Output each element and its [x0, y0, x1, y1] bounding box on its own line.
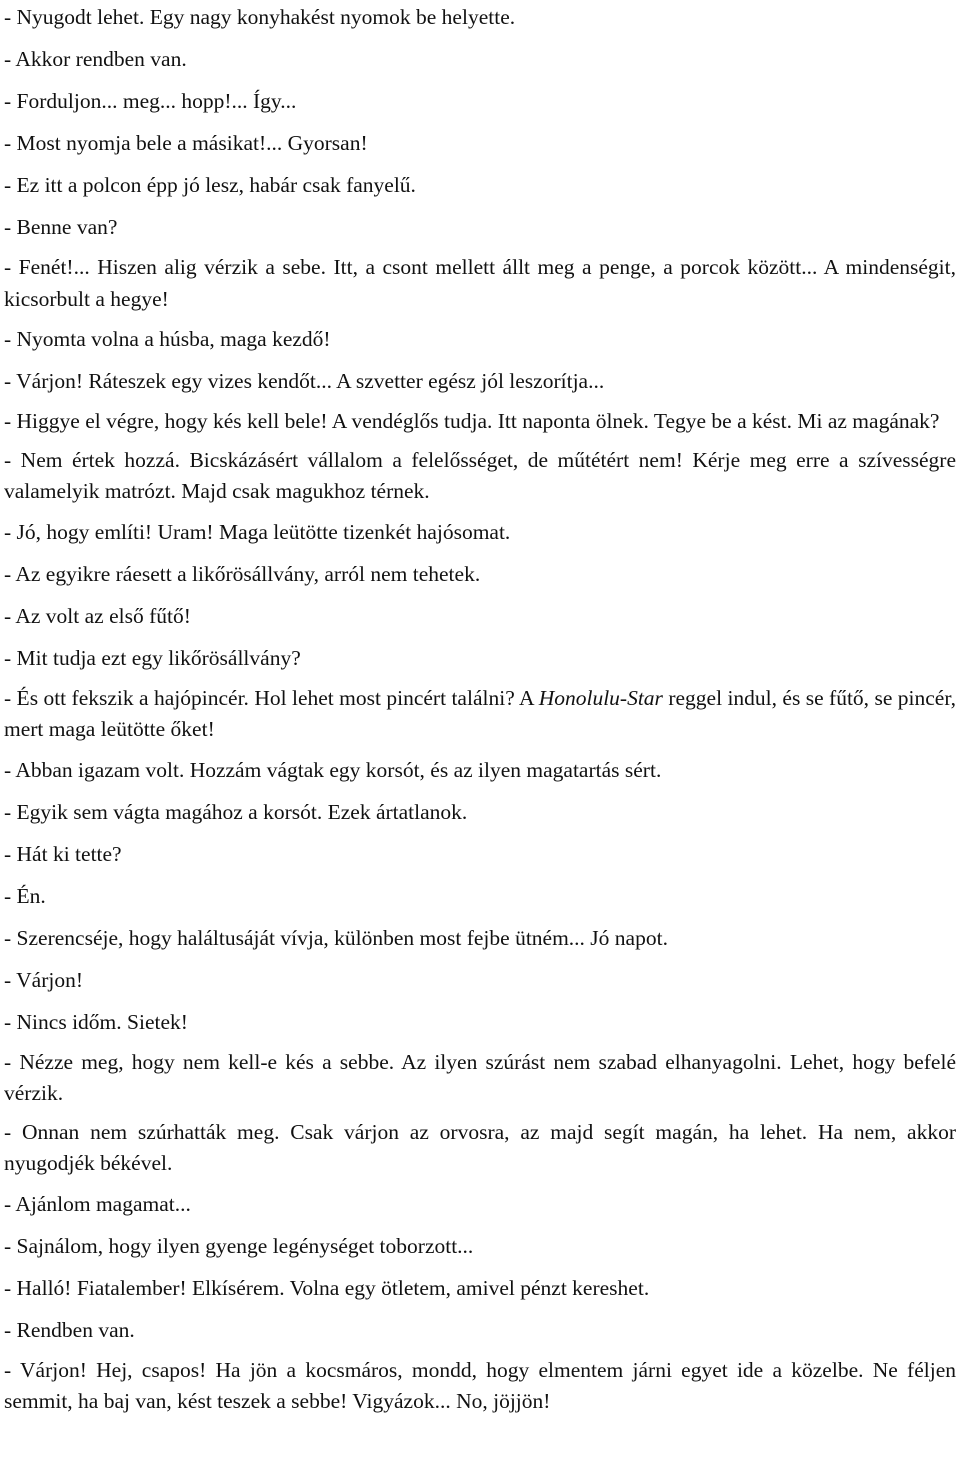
dialogue-line: - Nyugodt lehet. Egy nagy konyhakést nyomok be helyette. [4, 5, 516, 29]
dialogue-line: - Mit tudja ezt egy likőrösállvány? [4, 645, 301, 670]
dialogue-line: - Szerencséje, hogy haláltusáját vívja, különben most fejbe ütném... Jó napot. [4, 925, 668, 950]
dialogue-line: - Nyomta volna a húsba, maga kezdő! [4, 327, 331, 351]
dialogue-line: - Higgye el végre, hogy kés kell bele! A vendéglős tudja. Itt naponta ölnek. Tegye be a kést. Mi az magának? [4, 409, 940, 433]
dialogue-line: - Onnan nem szúrhatták meg. Csak várjon az orvosra, az majd segít magán, ha lehet. Ha nem, akkor nyugodjék békével. [4, 1119, 956, 1175]
dialogue-line: - Az volt az első fűtő! [4, 603, 191, 628]
dialogue-line: - Hát ki tette? [4, 841, 122, 866]
ship-name: Honolulu-Star [538, 685, 663, 710]
dialogue-line: - Akkor rendben van. [4, 47, 187, 71]
dialogue-line [4, 683, 956, 746]
dialogue-line: - Fenét!... Hiszen alig vérzik a sebe. Itt, a csont mellett állt meg a penge, a porcok között... A mindenségit, kicsorbult a hegye! [4, 255, 956, 311]
dialogue-line: - Forduljon... meg... hopp!... Így... [4, 89, 297, 113]
dialogue-line: - Nem értek hozzá. Bicskázásért vállalom a felelősséget, de műtétért nem! Kérje meg erre a szívességre valamelyik matrózt. Majd csak magukhoz térnek. [4, 447, 956, 503]
document-page [4, 0, 956, 1418]
dialogue-line: - Én. [4, 883, 46, 908]
dialogue-line: - Benne van? [4, 215, 118, 239]
dialogue-text: - És ott fekszik a hajópincér. Hol lehet most pincért találni? A [4, 685, 539, 710]
dialogue-line: - Egyik sem vágta magához a korsót. Ezek ártatlanok. [4, 799, 468, 824]
dialogue-line: - Sajnálom, hogy ilyen gyenge legénységet toborzott... [4, 1233, 474, 1258]
dialogue-line: - Várjon! [4, 967, 84, 992]
dialogue-line: - Nincs időm. Sietek! [4, 1009, 188, 1034]
dialogue-line: - Ajánlom magamat... [4, 1191, 191, 1216]
dialogue-line: - Várjon! Ráteszek egy vizes kendőt... A szvetter egész jól leszorítja... [4, 369, 605, 393]
dialogue-line: - Abban igazam volt. Hozzám vágtak egy korsót, és az ilyen magatartás sért. [4, 757, 662, 782]
dialogue-line: - Jó, hogy említi! Uram! Maga leütötte tizenkét hajósomat. [4, 519, 511, 544]
dialogue-line: - Ez itt a polcon épp jó lesz, habár csak fanyelű. [4, 173, 416, 197]
dialogue-line: - Nézze meg, hogy nem kell-e kés a sebbe. Az ilyen szúrást nem szabad elhanyagolni. Lehet, hogy befelé vérzik. [4, 1049, 956, 1105]
dialogue-line: - Rendben van. [4, 1317, 135, 1342]
dialogue-line: - Az egyikre ráesett a likőrösállvány, arról nem tehetek. [4, 561, 481, 586]
dialogue-text: reggel indul, és se fűtő, se pincér, mert maga leütötte őket! [4, 685, 956, 741]
dialogue-line: - Halló! Fiatalember! Elkísérem. Volna egy ötletem, amivel pénzt kereshet. [4, 1275, 650, 1300]
dialogue-line: - Várjon! Hej, csapos! Ha jön a kocsmáros, mondd, hogy elmentem járni egyet ide a közelbe. Ne féljen semmit, ha baj van, kést teszek a sebbe! Vigyázok... No, jöjjön! [4, 1357, 956, 1413]
dialogue-line: - Most nyomja bele a másikat!... Gyorsan! [4, 131, 368, 155]
